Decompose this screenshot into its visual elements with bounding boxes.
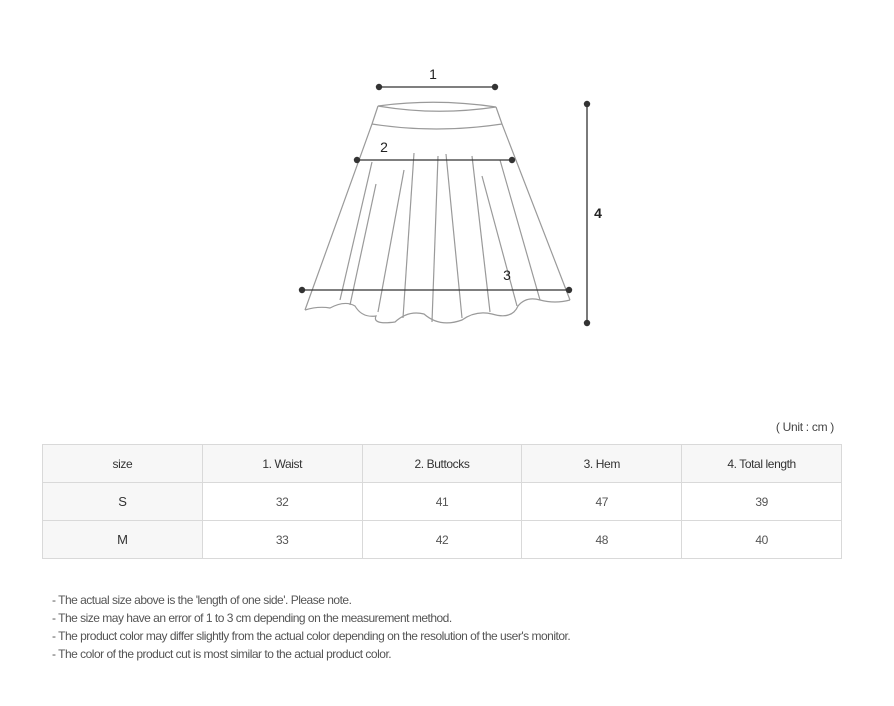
size-table xyxy=(42,444,842,559)
note-item: - The size may have an error of 1 to 3 cm depending on the measurement method. xyxy=(52,611,452,625)
header-buttocks: 2. Buttocks xyxy=(362,445,522,483)
measurement-lines xyxy=(302,87,587,323)
buttocks-label: 2 xyxy=(380,139,388,155)
waist-label: 1 xyxy=(429,66,437,82)
header-total-length: 4. Total length xyxy=(682,445,842,483)
unit-label: ( Unit : cm ) xyxy=(775,420,834,434)
header-hem: 3. Hem xyxy=(522,445,682,483)
hem-cell: 48 xyxy=(522,521,682,559)
note-item: - The color of the product cut is most similar to the actual product color. xyxy=(52,647,392,661)
table-header-row xyxy=(43,445,842,483)
header-size: size xyxy=(43,445,203,483)
table-row xyxy=(43,483,842,521)
length-label: 4 xyxy=(594,205,602,221)
hem-label: 3 xyxy=(503,267,511,283)
size-cell: M xyxy=(43,521,203,559)
table-row xyxy=(43,521,842,559)
total-length-cell: 40 xyxy=(682,521,842,559)
note-item: - The actual size above is the 'length of one side'. Please note. xyxy=(52,593,352,607)
total-length-cell: 39 xyxy=(682,483,842,521)
note-item: - The product color may differ slightly from the actual color depending on the resolution of the user's monitor. xyxy=(52,629,571,643)
buttocks-cell: 41 xyxy=(362,483,522,521)
hem-cell: 47 xyxy=(522,483,682,521)
waist-cell: 33 xyxy=(202,521,362,559)
buttocks-cell: 42 xyxy=(362,521,522,559)
header-waist: 1. Waist xyxy=(202,445,362,483)
size-cell: S xyxy=(43,483,203,521)
waist-cell: 32 xyxy=(202,483,362,521)
notes-list xyxy=(52,591,570,663)
